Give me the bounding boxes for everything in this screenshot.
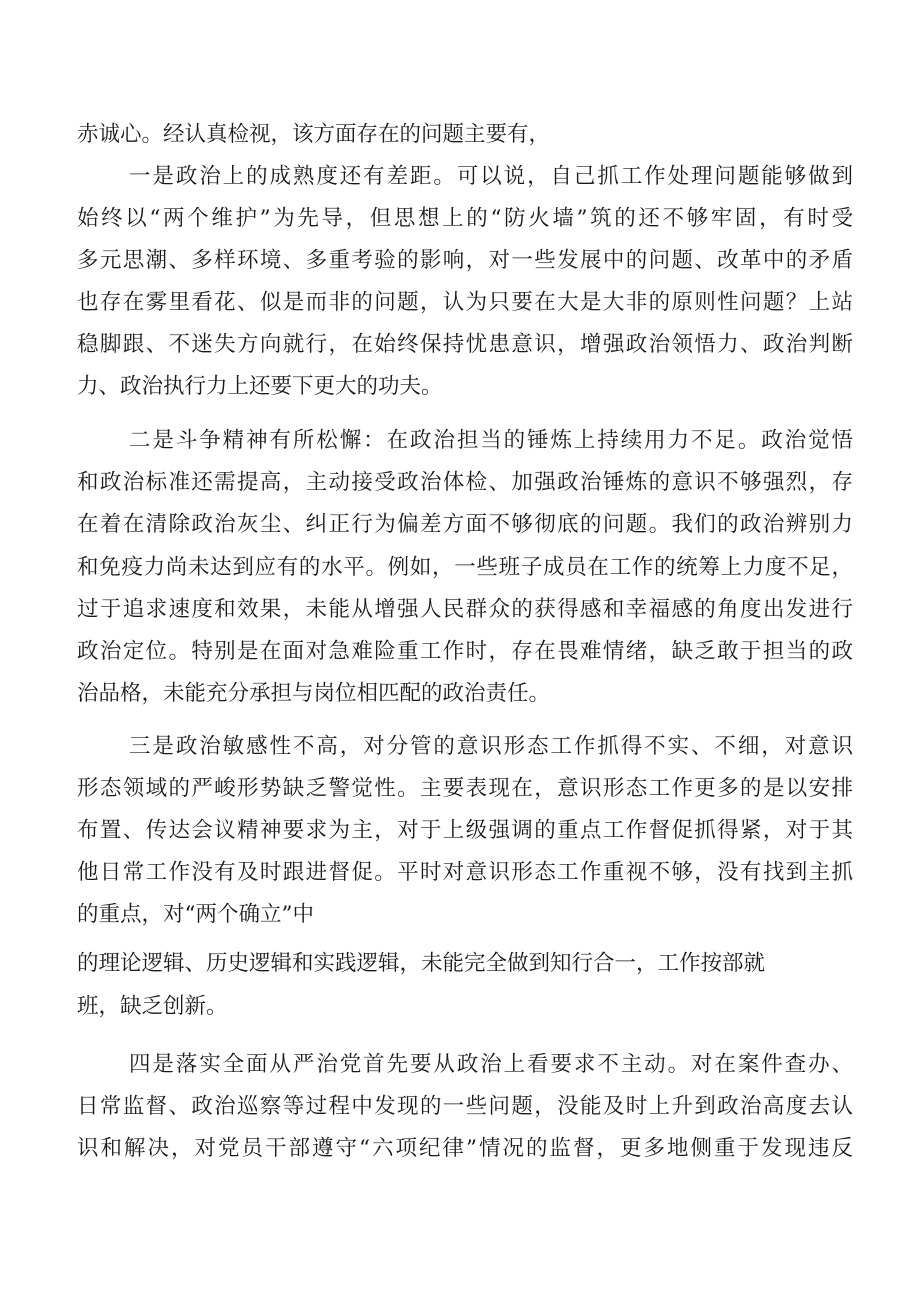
text-line: 政治定位。特别是在面对急难险重工作时，存在畏难情绪，缺乏敢于担当的政 <box>77 639 853 664</box>
paragraph-3-start: 三是政治敏感性不高，对分管的意识形态工作抓得不实、不细，对意识 <box>129 734 853 759</box>
text-line: 和免疫力尚未达到应有的水平。例如，一些班子成员在工作的统筹上力度不足， <box>77 555 853 580</box>
text-line: 稳脚跟、不迷失方向就行，在始终保持忧患意识，增强政治领悟力、政治判断 <box>77 332 853 357</box>
text-line: 和政治标准还需提高，主动接受政治体检、加强政治锤炼的意识不够强烈，存 <box>77 470 853 495</box>
text-line: 治品格，未能充分承担与岗位相匹配的政治责任。 <box>77 681 551 706</box>
text-line: 识和解决，对党员干部遵守“六项纪律”情况的监督，更多地侧重于发现违反 <box>77 1136 853 1161</box>
text-line: 他日常工作没有及时跟进督促。平时对意识形态工作重视不够，没有找到主抓 <box>77 860 853 885</box>
text-line: 的理论逻辑、历史逻辑和实践逻辑，未能完全做到知行合一，工作按部就 <box>77 951 766 976</box>
text-line: 力、政治执行力上还要下更大的功夫。 <box>77 374 443 399</box>
text-line: 在着在清除政治灰尘、纠正行为偏差方面不够彻底的问题。我们的政治辨别力 <box>77 512 853 537</box>
text-line: 布置、传达会议精神要求为主，对于上级强调的重点工作督促抓得紧，对于其 <box>77 818 853 843</box>
paragraph-1-start: 一是政治上的成熟度还有差距。可以说，自己抓工作处理问题能够做到 <box>129 164 853 189</box>
text-line: 也存在雾里看花、似是而非的问题，认为只要在大是大非的原则性问题？上站 <box>77 290 853 315</box>
text-line: 的重点，对“两个确立”中 <box>77 902 314 927</box>
text-line: 日常监督、政治巡察等过程中发现的一些问题，没能及时上升到政治高度去认 <box>77 1094 853 1119</box>
text-line: 班，缺乏创新。 <box>77 994 228 1019</box>
text-line: 始终以“两个维护”为先导，但思想上的“防火墙”筑的还不够牢固，有时受 <box>77 206 853 231</box>
text-line: 形态领域的严峻形势缺乏警觉性。主要表现在，意识形态工作更多的是以安排 <box>77 776 853 801</box>
paragraph-2-start: 二是斗争精神有所松懈：在政治担当的锤炼上持续用力不足。政治觉悟 <box>129 428 853 453</box>
text-line: 多元思潮、多样环境、多重考验的影响，对一些发展中的问题、改革中的矛盾 <box>77 248 853 273</box>
paragraph-4-start: 四是落实全面从严治党首先要从政治上看要求不主动。对在案件查办、 <box>129 1052 853 1077</box>
text-line: 过于追求速度和效果，未能从增强人民群众的获得感和幸福感的角度出发进行 <box>77 597 853 622</box>
text-line: 赤诚心。经认真检视，该方面存在的问题主要有， <box>77 122 551 147</box>
